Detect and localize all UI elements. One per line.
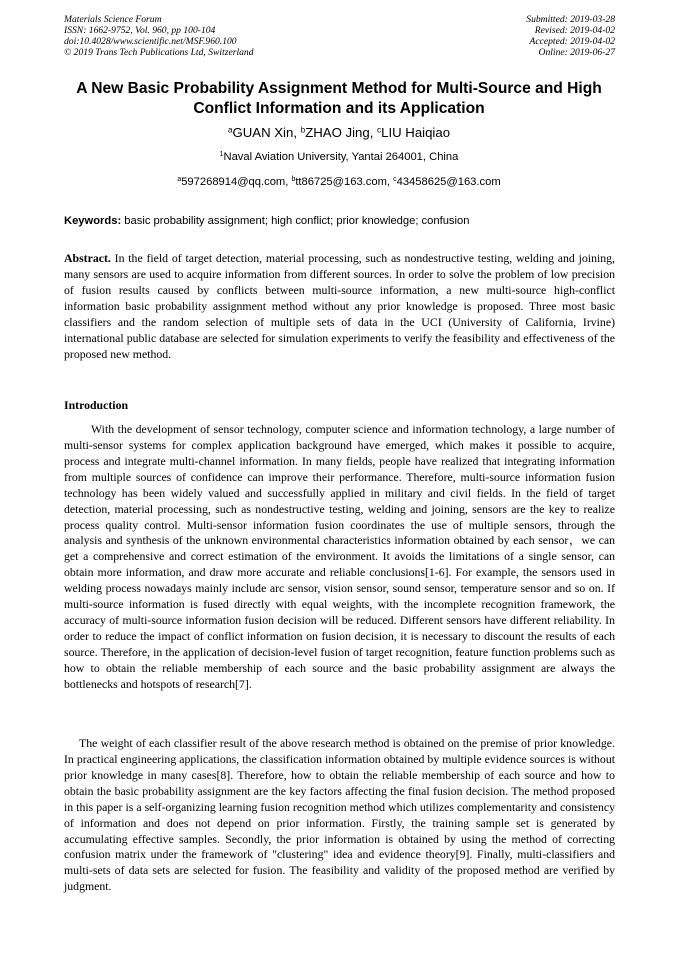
author-sup: a	[227, 125, 233, 135]
revised-date: Revised: 2019-04-02	[534, 24, 615, 36]
author-sup: c	[377, 125, 382, 135]
author-name: GUAN Xin,	[232, 125, 301, 140]
keywords	[64, 214, 615, 229]
abstract	[64, 251, 615, 362]
abstract-label: Abstract.	[64, 251, 111, 265]
email-address: tt86725@163.com,	[295, 176, 394, 188]
author-name: LIU Haiqiao	[381, 125, 451, 140]
email-sup: b	[291, 176, 296, 184]
email-address: 43458625@163.com	[396, 176, 501, 188]
online-date: Online: 2019-06-27	[538, 46, 615, 58]
email-list	[60, 175, 618, 190]
author-sup: b	[300, 125, 306, 135]
affiliation	[60, 150, 618, 165]
abstract-text: In the field of target detection, material processing, such as nondestructive testing, welding and joining, many sensors are used to acquire information from different sources. In order to solve the problem of low precision of fusion results caused by conflicts between multi-source information, a new multi-source high-conflict information basic probability assignment method without any prior knowledge is proposed. Three most basic classifiers and the random selection of multiple sets of data in the UCI (University of California, Irvine) international public database are selected for simulation experiments to verify the feasibility and effectiveness of the proposed new method.	[64, 251, 615, 361]
author-list	[60, 124, 618, 141]
keywords-text: basic probability assignment; high conflict; prior knowledge; confusion	[121, 215, 470, 227]
section-heading-introduction: Introduction	[64, 398, 129, 412]
submission-dates	[526, 15, 615, 59]
doi: doi:10.4028/www.scientific.net/MSF.960.100	[64, 35, 237, 47]
introduction-paragraph: With the development of sensor technology, computer science and information technology, a large number of multi-sensor systems for complex application background have emerged, which makes it possible to acquire, process and integrate multi-channel information. In many fields, people have realized that integrating information from multiple sources of confidence can improve their performance. Therefore, multi-source information fusion technology has been widely valued and successfully applied in military and civil fields. In the field of target detection, material processing, such as nondestructive testing, welding and joining, sensors are the key to realize process quality control. Multi-sensor information fusion coordinates the use of multiple sensors, through the analysis and synthesis of the unknown environmental characteristics information obtained by each sensor，we can get a comprehensive and correct estimation of the environment. It avoids the limitations of a single sensor, can obtain more information, and draw more accurate and reliable conclusions[1-6]. For example, the sensors used in welding process nowadays mainly include arc sensor, vision sensor, sound sensor, temperature sensor and so on. If multi-source information is fused directly with equal weights, with the incomplete recognition framework, the accuracy of multi-source information fusion decision will be reduced. Different sensors have different reliability. In order to reduce the impact of conflict information on fusion decision, it is necessary to discount the results of each source. Therefore, in the application of decision-level fusion of target recognition, feature function problems such as how to obtain the reliable membership of each source and the basic probability assignment are always the bottlenecks and hotspots of research[7].	[64, 422, 615, 691]
affiliation-text: Naval Aviation University, Yantai 264001, China	[223, 151, 459, 163]
journal-info	[64, 15, 254, 59]
affiliation-sup: 1	[219, 151, 224, 159]
accepted-date: Accepted: 2019-04-02	[529, 35, 615, 47]
email-sup: a	[177, 176, 182, 184]
paper-title: A New Basic Probability Assignment Method for Multi-Source and High Conflict Information and its Application	[76, 80, 602, 117]
submitted-date: Submitted: 2019-03-28	[526, 14, 615, 25]
issn: ISSN: 1662-9752, Vol. 960, pp 100-104	[64, 24, 216, 36]
keywords-label: Keywords:	[64, 215, 122, 227]
email-sup: c	[393, 176, 397, 184]
journal-name: Materials Science Forum	[64, 14, 162, 25]
email-address: 597268914@qq.com,	[181, 176, 292, 188]
copyright: © 2019 Trans Tech Publications Ltd, Switzerland	[64, 46, 254, 58]
introduction-paragraph: The weight of each classifier result of the above research method is obtained on the premise of prior knowledge. In practical engineering applications, the classification information obtained by multiple evidence sources is without prior knowledge in many cases[8]. Therefore, how to obtain the reliable membership of each source and how to obtain the basic probability assignment are the key factors affecting the final fusion decision. The method proposed in this paper is a self-organizing learning fusion recognition method which utilizes complementarity and consistency of information and does not depend on prior information. Firstly, the training sample set is generated by accumulating effective samples. Secondly, the prior information is obtained by using the method of correcting confusion matrix under the framework of "clustering" idea and evidence theory[9]. Finally, multi-classifiers and multi-sets of data sets are selected for fusion. The feasibility and validity of the proposed method are verified by judgment.	[64, 736, 615, 894]
author-name: ZHAO Jing,	[305, 125, 378, 140]
